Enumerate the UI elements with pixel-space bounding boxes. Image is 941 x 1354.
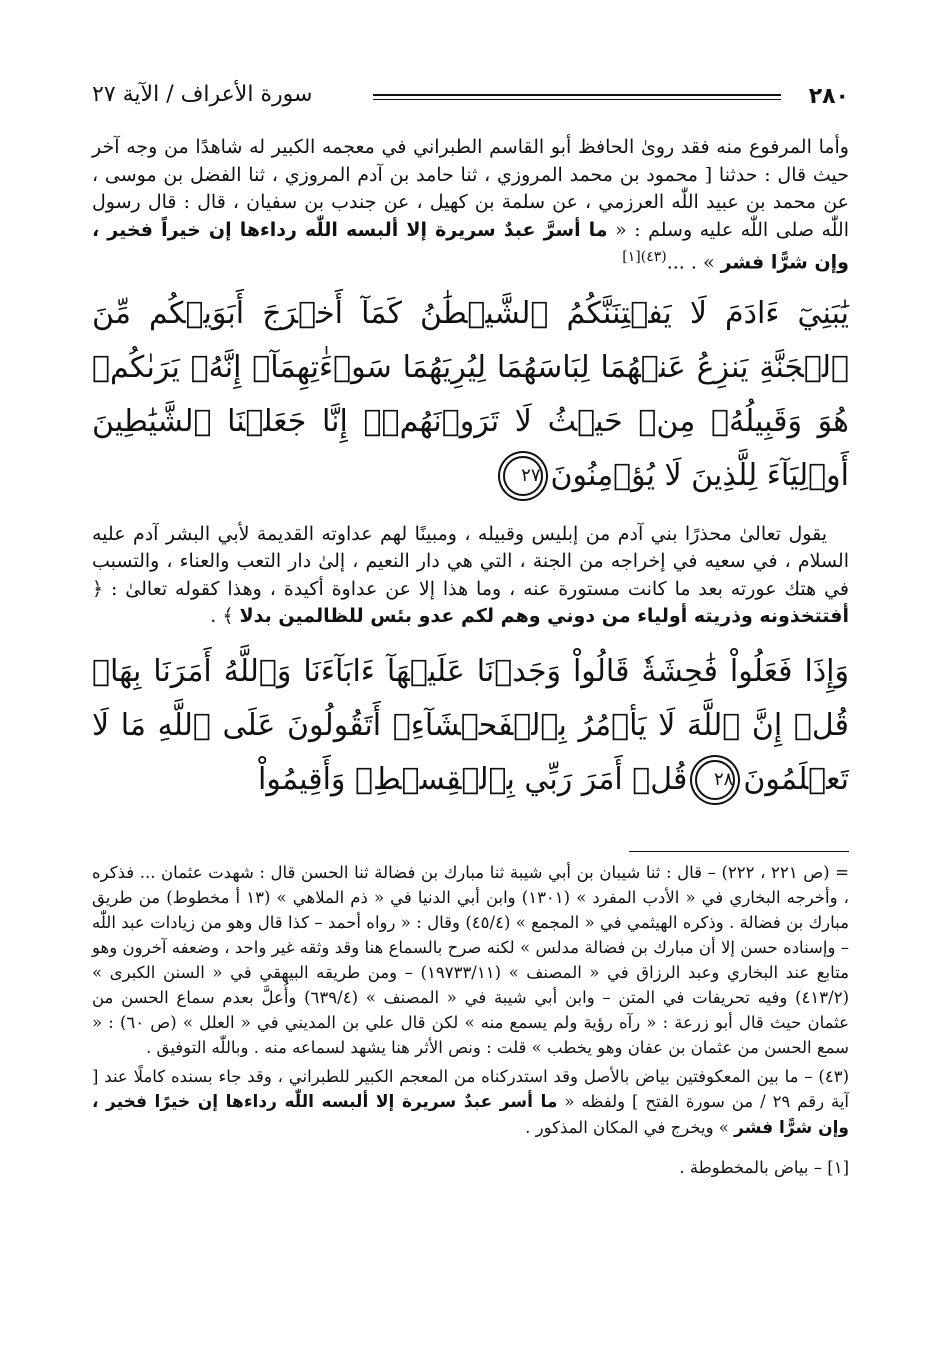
footnote-continued: = (ص ٢٢١ ، ٢٢٢) – قال : ثنا شيبان بن أبي شيبة ثنا مبارك بن فضالة ثنا الحسن قال : شهدت عثمان ... فذكره ، وأخرجه البخاري في « الأدب المفرد » (١٣٠١) وابن أبي الدنيا في « ذم الملاهي » (١٣ أ مخطوط) من طريق مبارك بن فضالة . وذكره الهيثمي في « المجمع » (٤٥/٤) وقال : « رواه أحمد – كذا قال وهو من زيادات عبد اللّٰه – وإسناده حسن إلا أن مبارك بن فضالة مدلس » لكنه صرح بالسماع هنا وقد وثقه غير واحد ، وضعفه آخرون وهو متابع عند البخاري وعبد الرزاق في « المصنف » (١٩٧٣٣/١١) – ومن طريقه البيهقي في « السنن الكبرى » (٤١٣/٢) وفيه تحريفات في المتن – وابن أبي شيبة في « المصنف » (٦٣٩/٤) وأُعلَّ بعدم سماع الحسن من عثمان حيث قال أبو زرعة : « رآه رؤية ولم يسمع منه » لكن قال علي بن المديني في « العلل » (ص ٦٠) : « سمع الحسن من عثمان بن عفان وهو يخطب » قلت : ونص الأثر هنا يشهد لسماعه منه . وباللّٰه التوفيق . (92, 862, 850, 1057)
commentary-paragraph (92, 521, 849, 631)
footnote-43-closing: » ويخرج في المكان المذكور . (525, 1117, 735, 1137)
page-number: ٢٨٠ (808, 84, 849, 109)
ayah-number-27: ٢٧ (503, 456, 543, 496)
intro-closing: » . ... (666, 251, 721, 274)
quoted-verse: أفتتخذونه وذريته أولياء من دوني وهم لكم عدو بئس للظالمين بدلا (239, 605, 849, 628)
footnotes-section (92, 860, 849, 1180)
quran-verse-28 (92, 645, 849, 807)
running-title: سورة الأعراف / الآية ٢٧ (92, 82, 313, 107)
intro-paragraph (92, 134, 849, 277)
ayah-number-28: ٢٨ (695, 760, 735, 800)
footnote-separator (629, 851, 849, 852)
verse-27-text: يَٰبَنِيٓ ءَادَمَ لَا يَفۡتِنَنَّكُمُ ٱلشَّيۡطَٰنُ كَمَآ أَخۡرَجَ أَبَوَيۡكُم مِّنَ ٱلۡجَنَّةِ يَنزِعُ عَنۡهُمَا لِبَاسَهُمَا لِيُرِيَهُمَا سَوۡءَٰتِهِمَآۚ إِنَّهُۥ يَرَىٰكُمۡ هُوَ وَقَبِيلُهُۥ مِنۡ حَيۡثُ لَا تَرَوۡنَهُمۡۗ إِنَّا جَعَلۡنَا ٱلشَّيَٰطِينَ أَوۡلِيَآءَ لِلَّذِينَ لَا يُؤۡمِنُونَ (92, 295, 849, 493)
header-rule (373, 94, 781, 96)
footnote-ref-marks: (٤٣)[١] (622, 249, 667, 265)
footnote-43 (92, 1064, 849, 1141)
page-header (92, 78, 849, 122)
footnote-43-hadith: ما أسر عبدٌ سريرة إلا ألبسه اللّٰه رداءها إن خيرًا فخير ، وإن شرًّا فشر (92, 1091, 849, 1138)
footnote-43-text: (٤٣) – ما بين المعكوفتين بياض بالأصل وقد استدركناه من المعجم الكبير للطبراني ، وقد جاء بسنده كاملًا عند [ آية رقم ٢٩ / من سورة الفتح ] ولفظه « (92, 1066, 849, 1111)
quran-verse-27 (92, 287, 849, 503)
intro-text: وأما المرفوع منه فقد روىٰ الحافظ أبو القاسم الطبراني في معجمه الكبير له شاهدًا من وجه آخر حيث قال : حدثنا [ محمود بن محمد المروزي ، ثنا حامد بن آدم المروزي ، ثنا الفضل بن موسى ، عن محمد بن عبيد اللّٰه العرزمي ، عن سلمة بن كهيل ، عن جندب بن سفيان ، قال : قال رسول اللّٰه صلى اللّٰه عليه وسلم : « (92, 136, 849, 241)
verse-29-start-text: قُلۡ أَمَرَ رَبِّي بِٱلۡقِسۡطِۖ وَأَقِيمُواْ (258, 761, 688, 797)
commentary-text: يقول تعالىٰ محذرًا بني آدم من إبليس وقبيله ، ومبينًا لهم عداوته القديمة لأبي البشر آدم عليه السلام ، في سعيه في إخراجه من الجنة ، التي هي دار النعيم ، إلىٰ دار التعب والعناء ، والتسبب في هتك عورته بعد ما كانت مستورة عنه ، وما هذا إلا عن عداوة أكيدة ، وهذا كقوله تعالىٰ : (92, 522, 849, 600)
quote-open-brace: ﴿ (92, 577, 104, 600)
quote-close-brace: ﴾ . (210, 605, 240, 628)
footnote-1: [١] – بياض بالمخطوطة . (679, 1157, 849, 1177)
hadith-text: ما أسرَّ عبدٌ سريرة إلا ألبسه اللّٰه رداءها إن خيراً فخير ، وإن شرًّا فشر (92, 218, 849, 274)
verse-28-text: وَإِذَا فَعَلُواْ فَٰحِشَةٗ قَالُواْ وَجَدۡنَا عَلَيۡهَآ ءَابَآءَنَا وَٱللَّهُ أَمَرَنَا بِهَاۗ قُلۡ إِنَّ ٱللَّهَ لَا يَأۡمُرُ بِٱلۡفَحۡشَآءِۖ أَتَقُولُونَ عَلَى ٱللَّهِ مَا لَا تَعۡلَمُونَ (92, 653, 849, 797)
